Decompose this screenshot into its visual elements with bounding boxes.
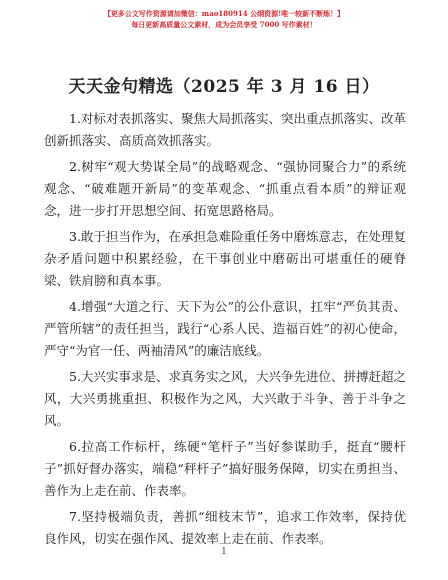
page-number: 1 <box>221 547 227 557</box>
document-title: 天天金句精选（2025 年 3 月 16 日） <box>68 77 380 97</box>
banner-line-2: 每日更新高质量公文素材，成为会员享受 7000 写作素材！ <box>131 20 317 29</box>
paragraph-3: 3.敢于担当作为，在承担急难险重任务中磨炼意志，在处理复杂矛盾问题中积累经验，在干事创业中磨砺出可堪重任的硬脊梁、铁肩膀和真本事。 <box>44 229 406 288</box>
paragraph-1: 1.对标对表抓落实、聚焦大局抓落实、突出重点抓落实、改革创新抓落实、高质高效抓落实。 <box>44 111 406 148</box>
paragraph-7: 7.坚持极端负责，善抓“细枝末节”，追求工作效率，保持优良作风，切实在强作风、提效率上走在前、作表率。 <box>44 509 406 546</box>
paragraph-6: 6.拉高工作标杆，练硬“笔杆子”当好参谋助手，挺直“腰杆子”抓好督办落实，端稳“秤杆子”搞好服务保障，切实在勇担当、善作为上走在前、作表率。 <box>44 439 406 498</box>
document-body <box>44 108 406 554</box>
paragraph-5: 5.大兴实事求是、求真务实之风，大兴争先进位、拼搏赶超之风，大兴勇挑重担、积极作为之风，大兴敢于斗争、善于斗争之风。 <box>44 369 406 428</box>
promo-banner <box>0 8 448 30</box>
paragraph-4: 4.增强“大道之行、天下为公”的公仆意识，扛牢“严负其责、严管所辖”的责任担当，践行“心系人民、造福百姓”的初心使命，严守“为官一任、两袖清风”的廉洁底线。 <box>44 299 406 358</box>
banner-line-1: 【更多公文写作资源请加微信：mao180914 公纲资源!唯一较新不断炼！】 <box>103 9 345 18</box>
paragraph-2: 2.树牢“观大势谋全局”的战略观念、“强协同聚合力”的系统观念、“破难题开新局”的变革观念、“抓重点看本质”的辩证观念，进一步打开思想空间、拓宽思路格局。 <box>44 159 406 218</box>
